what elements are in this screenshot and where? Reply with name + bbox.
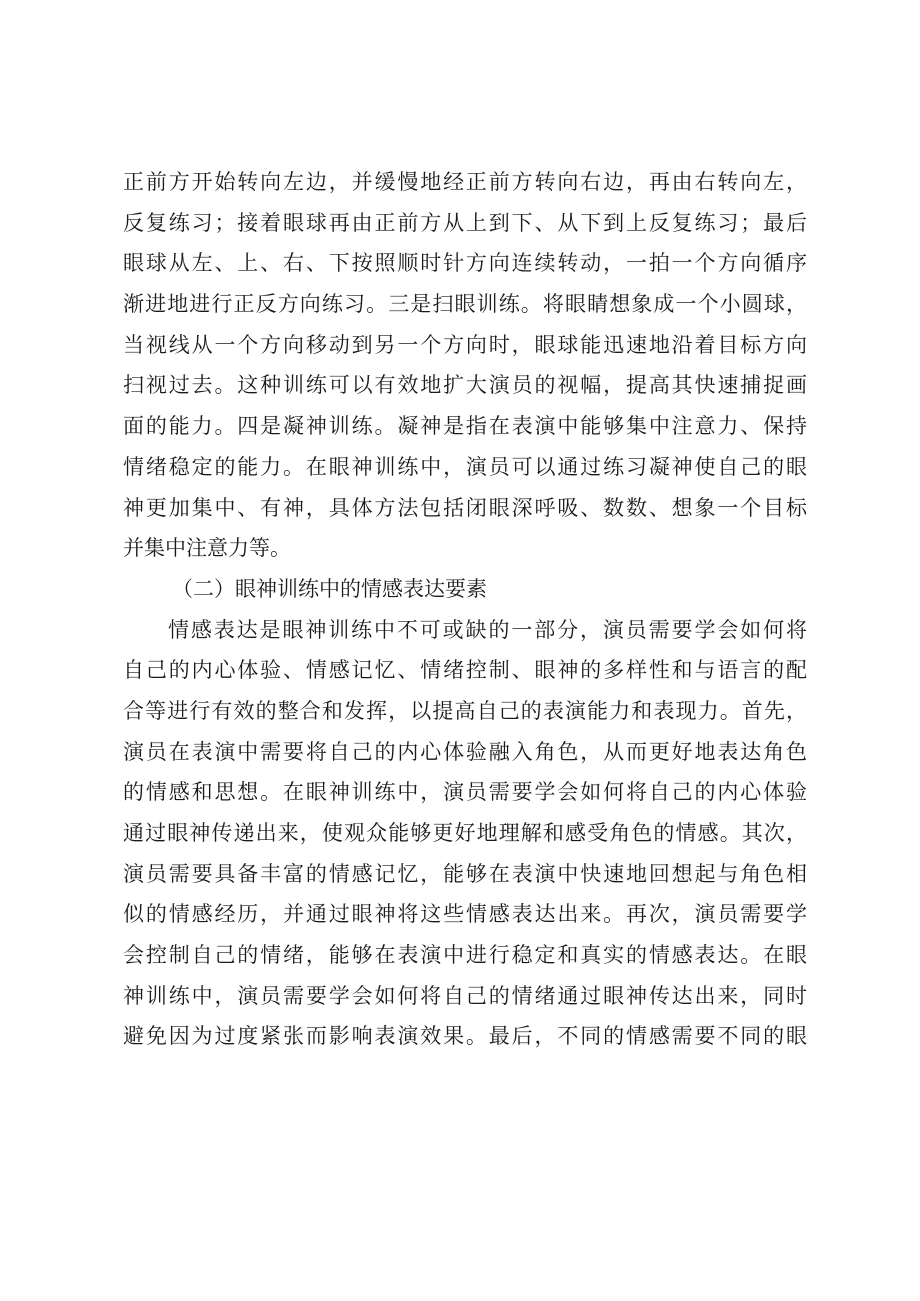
text-line: 情绪稳定的能力。在眼神训练中，演员可以通过练习凝神使自己的眼 [123, 454, 807, 479]
paragraph-eye-training-methods [123, 162, 807, 569]
text-line: 神训练中，演员需要学会如何将自己的情绪通过眼神传达出来，同时 [123, 983, 807, 1008]
text-line: 的情感和思想。在眼神训练中，演员需要学会如何将自己的内心体验 [123, 780, 807, 805]
text-line: 并集中注意力等。 [123, 536, 291, 561]
text-line: 神更加集中、有神，具体方法包括闭眼深呼吸、数数、想象一个目标 [123, 495, 807, 520]
text-line: 反复练习；接着眼球再由正前方从上到下、从下到上反复练习；最后 [123, 210, 807, 235]
text-line: 渐进地进行正反方向练习。三是扫眼训练。将眼睛想象成一个小圆球， [123, 292, 807, 317]
section-heading: （二）眼神训练中的情感表达要素 [172, 576, 487, 601]
text-line: 眼球从左、上、右、下按照顺时针方向连续转动，一拍一个方向循序 [123, 251, 807, 276]
text-line: 似的情感经历，并通过眼神将这些情感表达出来。再次，演员需要学 [123, 902, 807, 927]
text-line: 面的能力。四是凝神训练。凝神是指在表演中能够集中注意力、保持 [123, 414, 807, 439]
text-line: 当视线从一个方向移动到另一个方向时，眼球能迅速地沿着目标方向 [123, 332, 807, 357]
text-line: 通过眼神传递出来，使观众能够更好地理解和感受角色的情感。其次， [123, 821, 807, 845]
paragraph-emotional-expression [123, 610, 807, 1058]
text-line: 合等进行有效的整合和发挥，以提高自己的表演能力和表现力。首先， [123, 698, 807, 723]
text-line: 避免因为过度紧张而影响表演效果。最后，不同的情感需要不同的眼 [123, 1024, 807, 1049]
text-line: 情感表达是眼神训练中不可或缺的一部分，演员需要学会如何将 [168, 617, 807, 642]
text-line: 正前方开始转向左边，并缓慢地经正前方转向右边，再由右转向左， [123, 170, 807, 194]
text-line: 演员需要具备丰富的情感记忆，能够在表演中快速地回想起与角色相 [123, 861, 807, 886]
text-line: 演员在表演中需要将自己的内心体验融入角色，从而更好地表达角色 [123, 739, 807, 764]
document-body [123, 162, 807, 1057]
text-line: 自己的内心体验、情感记忆、情绪控制、眼神的多样性和与语言的配 [123, 658, 807, 683]
text-line: 会控制自己的情绪，能够在表演中进行稳定和真实的情感表达。在眼 [123, 943, 807, 968]
text-line: 扫视过去。这种训练可以有效地扩大演员的视幅，提高其快速捕捉画 [123, 373, 807, 398]
